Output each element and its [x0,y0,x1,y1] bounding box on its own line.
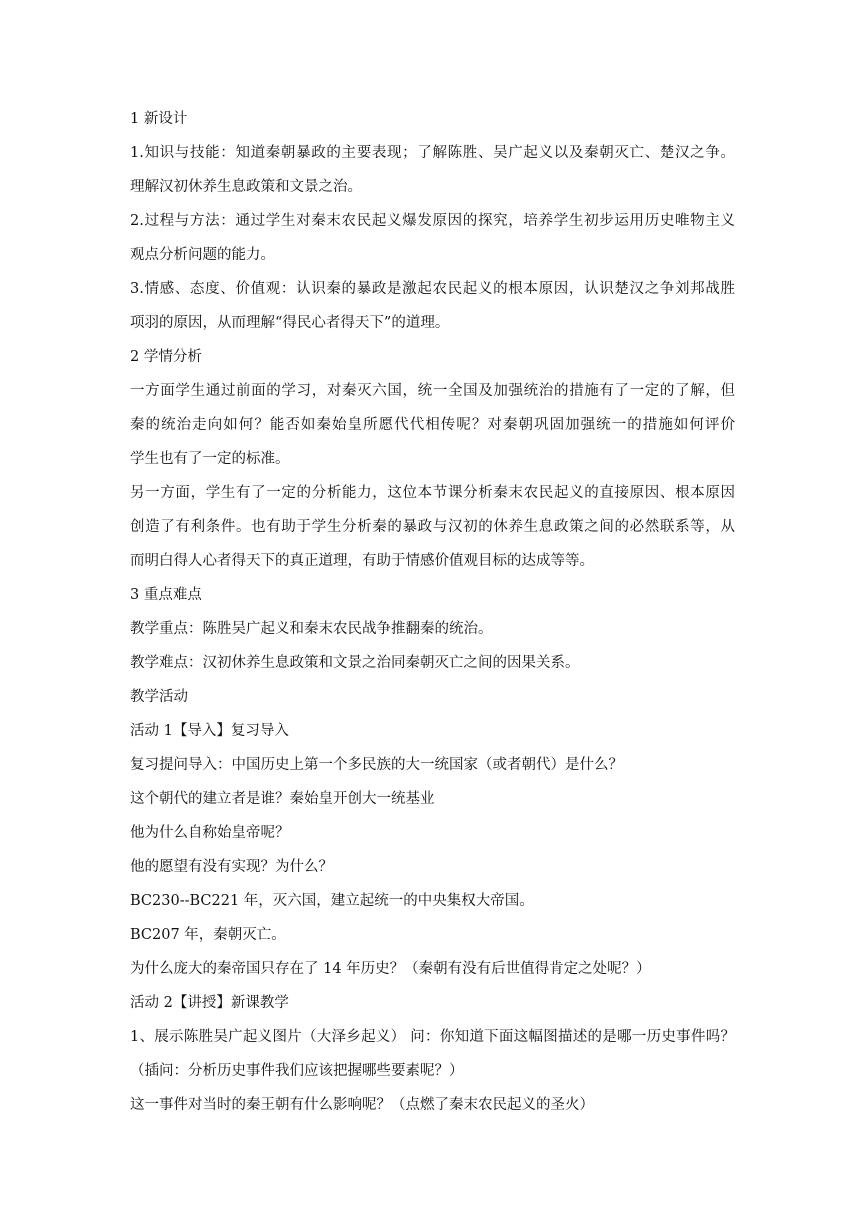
document-page [130,109,735,1129]
paragraph-line: 另一方面，学生有了一定的分析能力，这位本节课分析秦末农民起义的直接原因、根本原因 [130,485,735,501]
activity-heading: 活动 2【讲授】新课教学 [130,995,289,1011]
paragraph-line: 学生也有了一定的标准。 [130,451,290,467]
paragraph-line: BC230--BC221 年，灭六国，建立起统一的中央集权大帝国。 [130,893,534,909]
paragraph-line: 这个朝代的建立者是谁？秦始皇开创大一统基业 [130,791,435,807]
activity-heading: 活动 1【导入】复习导入 [130,723,289,739]
paragraph-line: 教学难点：汉初休养生息政策和文景之治同秦朝灭亡之间的因果关系。 [130,655,580,671]
paragraph-line: 一方面学生通过前面的学习，对秦灭六国，统一全国及加强统治的措施有了一定的了解，但 [130,383,735,399]
paragraph-line: 理解汉初休养生息政策和文景之治。 [130,179,362,195]
paragraph-line: 为什么庞大的秦帝国只存在了 14 年历史？（秦朝有没有后世值得肯定之处呢？） [130,961,651,977]
paragraph-line: 这一事件对当时的秦王朝有什么影响呢？（点燃了秦末农民起义的圣火） [130,1097,594,1113]
paragraph-line: 1.知识与技能：知道秦朝暴政的主要表现；了解陈胜、吴广起义以及秦朝灭亡、楚汉之争。 [130,145,735,161]
paragraph-line: BC207 年，秦朝灭亡。 [130,927,286,943]
paragraph-line: 他为什么自称始皇帝呢？ [130,825,290,841]
paragraph-line: 2.过程与方法：通过学生对秦末农民起义爆发原因的探究，培养学生初步运用历史唯物主义 [130,213,735,229]
paragraph-line: 3.情感、态度、价值观：认识秦的暴政是激起农民起义的根本原因，认识楚汉之争刘邦战胜 [130,281,735,297]
paragraph-line: （插问：分析历史事件我们应该把握哪些要素呢？） [130,1063,464,1079]
paragraph-line: 复习提问导入：中国历史上第一个多民族的大一统国家（或者朝代）是什么？ [130,757,623,773]
paragraph-line: 秦的统治走向如何？能否如秦始皇所愿代代相传呢？对秦朝巩固加强统一的措施如何评价 [130,417,735,433]
paragraph-line: 他的愿望有没有实现？为什么？ [130,859,333,875]
paragraph-line: 观点分析问题的能力。 [130,247,275,263]
heading-new-design: 1 新设计 [130,111,188,127]
heading-teaching-activities: 教学活动 [130,689,188,705]
paragraph-line: 1、展示陈胜吴广起义图片（大泽乡起义） 问：你知道下面这幅图描述的是哪一历史事件吗？ [130,1029,735,1045]
heading-key-points: 3 重点难点 [130,587,202,603]
paragraph-line: 创造了有利条件。也有助于学生分析秦的暴政与汉初的休养生息政策之间的必然联系等，从 [130,519,735,535]
paragraph-line: 而明白得人心者得天下的真正道理，有助于情感价值观目标的达成等等。 [130,553,594,569]
paragraph-line: 教学重点：陈胜吴广起义和秦末农民战争推翻秦的统治。 [130,621,493,637]
heading-learning-analysis: 2 学情分析 [130,349,202,365]
paragraph-line: 项羽的原因，从而理解“得民心者得天下”的道理。 [130,315,450,331]
